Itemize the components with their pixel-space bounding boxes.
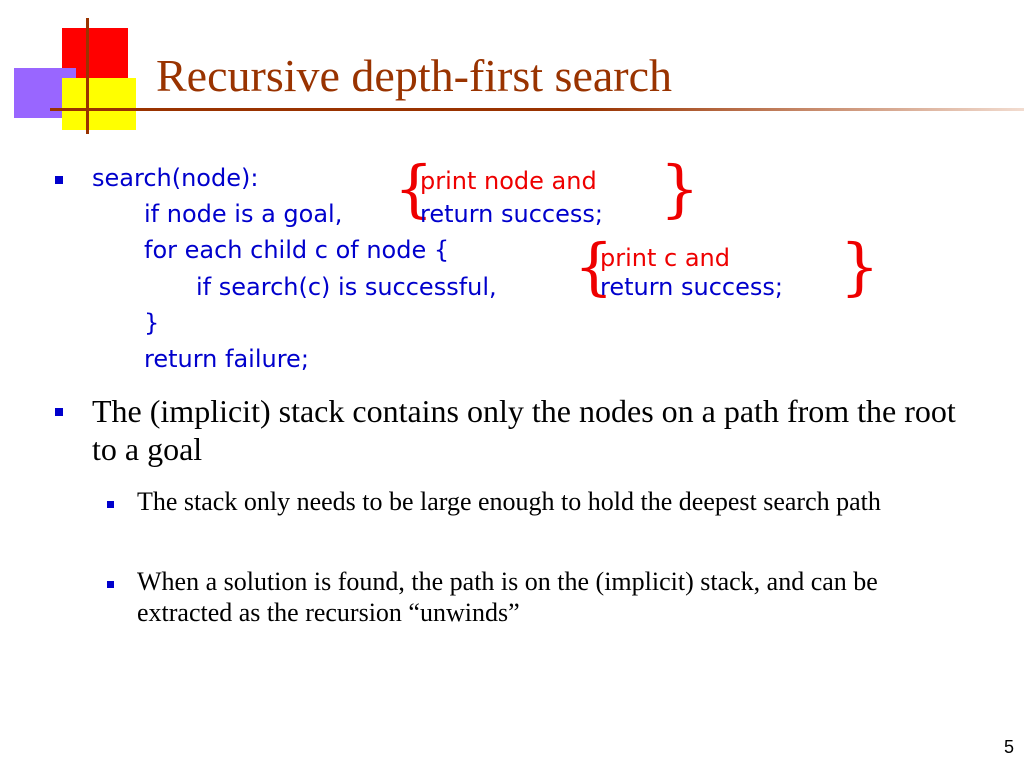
- right-brace-icon: }: [840, 230, 880, 303]
- code-line-search: search(node):: [92, 164, 259, 192]
- insert-print-node: print node and: [420, 167, 597, 195]
- left-brace-icon: {: [574, 230, 614, 303]
- code-line-if-goal: if node is a goal,: [144, 200, 343, 228]
- sub-bullet-icon: [107, 501, 114, 508]
- title-underline: [50, 108, 1024, 111]
- bullet-icon: [55, 176, 63, 184]
- code-line-if-search: if search(c) is successful,: [196, 273, 497, 301]
- insert-return-success-1: return success;: [420, 200, 603, 228]
- yellow-square-decoration: [62, 78, 136, 130]
- slide-logo-decoration: [0, 0, 150, 140]
- vertical-rule-decoration: [86, 18, 89, 134]
- insert-return-success-2: return success;: [600, 273, 783, 301]
- sub-bullet-2-text: When a solution is found, the path is on the (implicit) stack, and can be extracted as the recursion “unwinds”: [137, 567, 878, 627]
- insert-print-c: print c and: [600, 244, 730, 272]
- sub-bullet-icon: [107, 581, 114, 588]
- code-line-close-brace: }: [144, 309, 160, 337]
- sub-bullet-1-text: The stack only needs to be large enough to hold the deepest search path: [137, 487, 881, 516]
- code-line-return-failure: return failure;: [144, 345, 309, 373]
- code-line-for-each: for each child c of node {: [144, 236, 450, 264]
- right-brace-icon: }: [660, 152, 700, 225]
- slide-title: Recursive depth-first search: [156, 50, 673, 101]
- left-brace-icon: {: [394, 152, 434, 225]
- slide-number: 5: [1003, 737, 1014, 757]
- bullet-icon: [55, 408, 63, 416]
- bullet-main-text: The (implicit) stack contains only the nodes on a path from the root to a goal: [92, 393, 956, 467]
